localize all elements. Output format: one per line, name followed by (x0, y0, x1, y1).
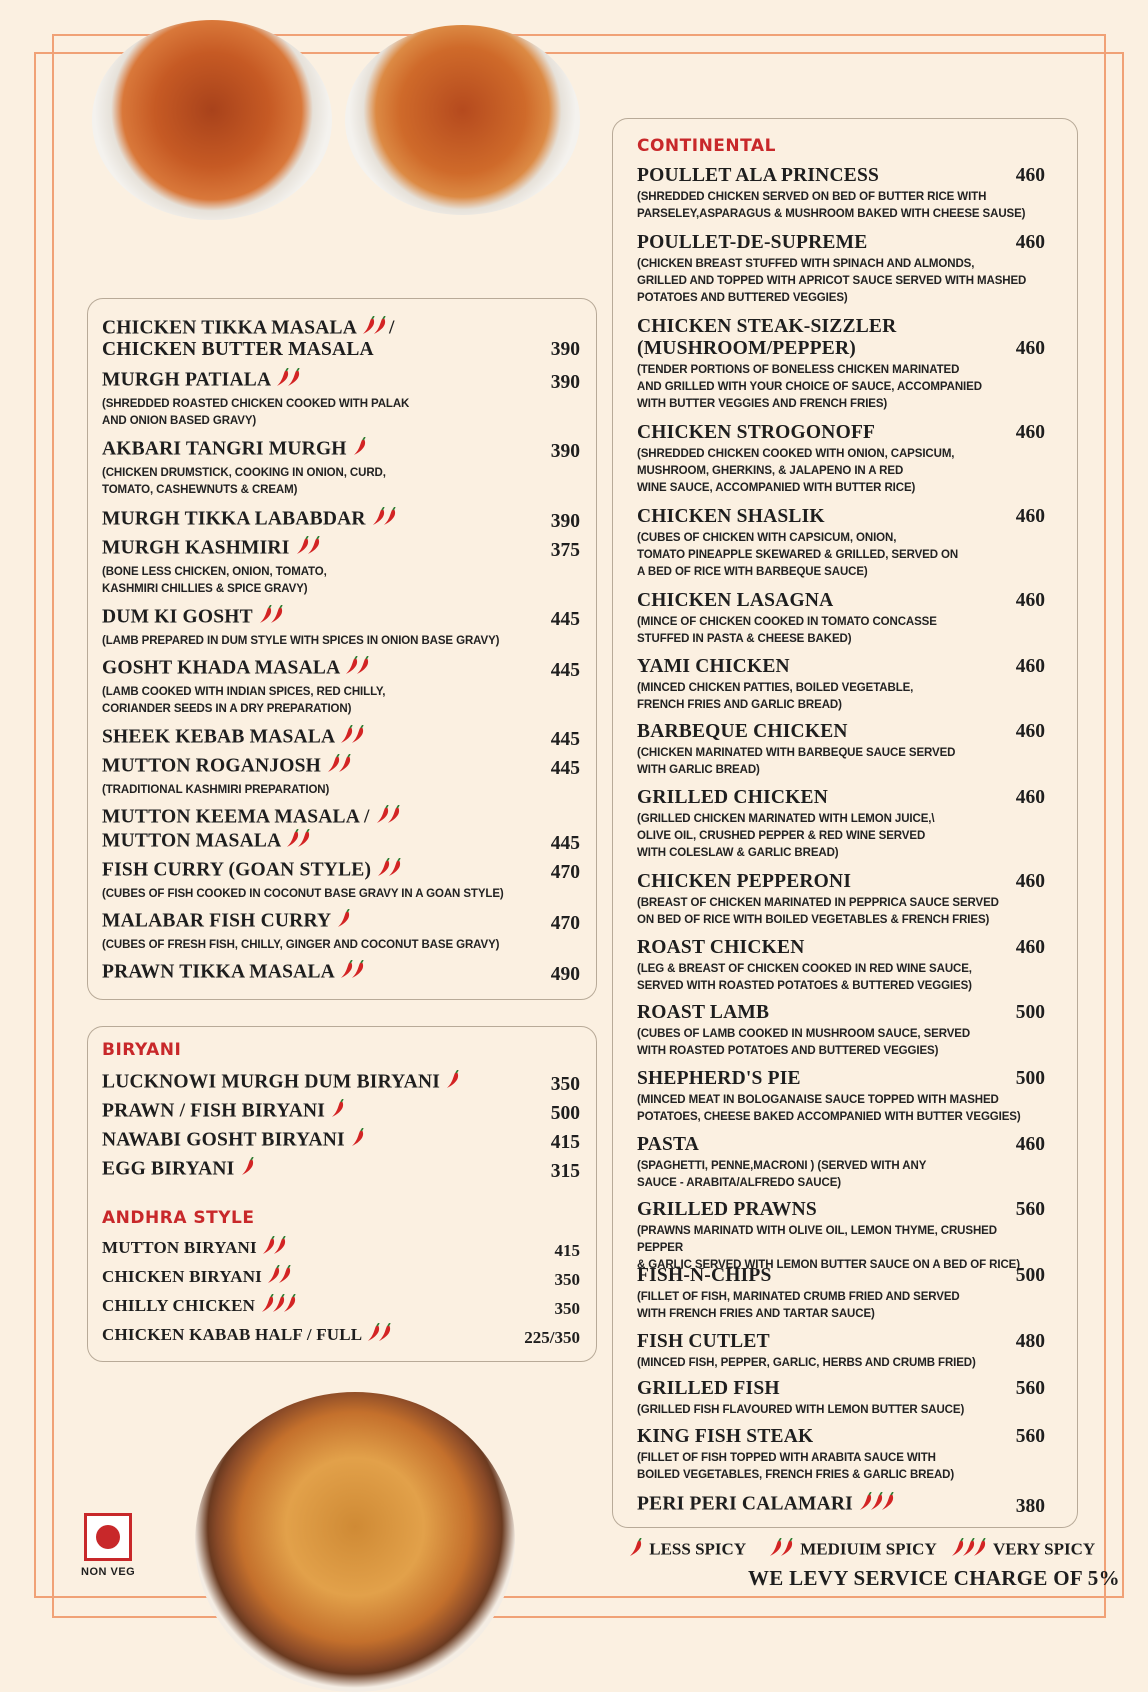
menu-item (637, 1199, 1045, 1274)
item-name: LUCKNOWI MURGH DUM BIRYANI (102, 1071, 441, 1093)
item-description (637, 1026, 1045, 1060)
non-veg-symbol-icon (84, 1513, 132, 1561)
chili-icon (858, 1492, 897, 1518)
menu-item (102, 909, 580, 954)
menu-item (102, 754, 580, 799)
item-name: AKBARI TANGRI MURGH (102, 438, 347, 460)
item-name: GRILLED FISH (637, 1378, 780, 1399)
item-name: PASTA (637, 1134, 700, 1155)
item-price: 225/350 (524, 1328, 580, 1347)
item-price: 445 (550, 833, 580, 854)
menu-item (637, 1426, 1045, 1484)
chili-icon (628, 1538, 645, 1563)
chili-icon (261, 1236, 289, 1262)
chili-icon (339, 725, 367, 751)
item-description-line: OLIVE OIL, CRUSHED PEPPER & RED WINE SERVED (637, 830, 926, 842)
item-price: 350 (554, 1299, 580, 1318)
item-price: 560 (1015, 1199, 1045, 1220)
item-description-line: AND GRILLED WITH YOUR CHOICE OF SAUCE, ACCOMPANIED (637, 381, 982, 393)
item-description-line: (MINCE OF CHICKEN COOKED IN TOMATO CONCASSE (637, 616, 937, 628)
menu-item (102, 1323, 580, 1349)
menu-item (637, 316, 1045, 413)
item-description (637, 961, 1045, 995)
item-description-line: BOILED VEGETABLES, FRENCH FRIES & GARLIC BREAD) (637, 1469, 955, 1481)
item-description (637, 256, 1045, 307)
item-description-line: (CUBES OF CHICKEN WITH CAPSICUM, ONION, (637, 532, 897, 544)
item-description-line: (MINCED MEAT IN BOLOGANAISE SAUCE TOPPED WITH MASHED (637, 1094, 999, 1106)
menu-item (102, 1099, 580, 1125)
item-description (637, 362, 1045, 413)
menu-item (637, 871, 1045, 929)
item-description (637, 614, 1045, 648)
chili-icon (275, 368, 303, 394)
menu-item (637, 1378, 1045, 1419)
item-name: MUTTON MASALA (102, 830, 281, 852)
item-description-line: SERVED WITH ROASTED POTATOES & BUTTERED VEGGIES) (637, 980, 972, 992)
item-description-line: (MINCED CHICKEN PATTIES, BOILED VEGETABLE, (637, 682, 914, 694)
item-price: 375 (550, 540, 580, 561)
item-description-line: KASHMIRI CHILLIES & SPICE GRAVY) (102, 583, 308, 595)
menu-item (102, 1265, 580, 1291)
item-description-line: WITH BUTTER VEGGIES AND FRENCH FRIES) (637, 398, 888, 410)
item-price: 445 (550, 758, 580, 779)
item-description-line: (MINCED FISH, PEPPER, GARLIC, HERBS AND CRUMB FRIED) (637, 1357, 976, 1369)
item-description-line: (LAMB COOKED WITH INDIAN SPICES, RED CHILLY, (102, 686, 386, 698)
menu-item (102, 1157, 580, 1183)
item-price: 470 (550, 862, 580, 883)
menu-item (102, 536, 580, 598)
item-price: 445 (550, 729, 580, 750)
item-name: DUM KI GOSHT (102, 606, 253, 628)
item-price: 560 (1015, 1426, 1045, 1447)
menu-item (637, 1265, 1045, 1323)
item-name: MALABAR FISH CURRY (102, 910, 331, 932)
item-price: 460 (1015, 590, 1045, 611)
menu-item (637, 937, 1045, 995)
item-price: 460 (1015, 787, 1045, 808)
item-description-line: A BED OF RICE WITH BARBEQUE SAUCE) (637, 566, 868, 578)
chili-icon (375, 805, 403, 831)
item-description-line: (SPAGHETTI, PENNE,MACRONI ) (SERVED WITH ANY (637, 1160, 927, 1172)
item-name: POULLET ALA PRINCESS (637, 165, 880, 186)
item-price: 415 (550, 1132, 580, 1153)
item-description (102, 396, 580, 430)
legend-less-spicy (628, 1538, 746, 1563)
chili-icon (326, 754, 354, 780)
chili-icon (336, 909, 353, 935)
biryani-heading: BIRYANI (102, 1040, 182, 1060)
item-description (637, 1355, 1045, 1372)
item-description (637, 680, 1045, 714)
item-description (637, 189, 1045, 223)
legend-medium-label: MEDIUIM SPICY (800, 1539, 937, 1559)
item-name-line2: (MUSHROOM/PEPPER) (637, 338, 856, 359)
item-description-line: POTATOES AND BUTTERED VEGGIES) (637, 292, 848, 304)
item-description-line: WITH COLESLAW & GARLIC BREAD) (637, 847, 839, 859)
service-charge-note: WE LEVY SERVICE CHARGE OF 5% (748, 1566, 1120, 1590)
item-description-line: (TENDER PORTIONS OF BONELESS CHICKEN MARINATED (637, 364, 960, 376)
item-description-line: PARSELEY,ASPARAGUS & MUSHROOM BAKED WITH CHEESE SAUSE) (637, 208, 1026, 220)
item-price: 350 (550, 1074, 580, 1095)
item-description-line: MUSHROOM, GHERKINS, & JALAPENO IN A RED (637, 465, 904, 477)
item-price: 500 (1015, 1068, 1045, 1089)
item-name: MURGH KASHMIRI (102, 537, 290, 559)
item-description-line: POTATOES, CHEESE BAKED ACCOMPANIED WITH BUTTER VEGGIES) (637, 1111, 1021, 1123)
item-price: 445 (550, 609, 580, 630)
item-description-line: (PRAWNS MARINATD WITH OLIVE OIL, LEMON THYME, CRUSHED PEPPER (637, 1225, 997, 1254)
item-name: MUTTON KEEMA MASALA / (102, 806, 370, 828)
item-name: SHEPHERD'S PIE (637, 1068, 801, 1089)
item-description (102, 684, 580, 718)
menu-item (102, 368, 580, 430)
item-name: POULLET-DE-SUPREME (637, 232, 868, 253)
item-price: 490 (550, 964, 580, 985)
menu-item (102, 1236, 580, 1262)
menu-item (102, 656, 580, 718)
item-name: GOSHT KHADA MASALA (102, 657, 340, 679)
item-description-line: WINE SAUCE, ACCOMPANIED WITH BUTTER RICE) (637, 482, 916, 494)
chili-icon (295, 536, 323, 562)
item-description-line: (CUBES OF FISH COOKED IN COCONUT BASE GRAVY IN A GOAN STYLE) (102, 888, 504, 900)
menu-item (102, 725, 580, 751)
item-name: CHICKEN LASAGNA (637, 590, 834, 611)
menu-item (637, 1331, 1045, 1372)
item-description-line: (SHREDDED CHICKEN SERVED ON BED OF BUTTER RICE WITH (637, 191, 987, 203)
item-description-line: (CUBES OF LAMB COOKED IN MUSHROOM SAUCE, SERVED (637, 1028, 971, 1040)
item-price: 500 (1015, 1265, 1045, 1286)
item-name: MURGH TIKKA LABABDAR (102, 508, 366, 530)
item-description (637, 1402, 1045, 1419)
item-price: 460 (1015, 721, 1045, 742)
item-price: 500 (1015, 1002, 1045, 1023)
chili-icon (260, 1294, 299, 1320)
item-price: 460 (1015, 422, 1045, 443)
item-description-line: STUFFED IN PASTA & CHEESE BAKED) (637, 633, 852, 645)
non-veg-label: NON VEG (81, 1566, 136, 1578)
item-description-line: FRENCH FRIES AND GARLIC BREAD) (637, 699, 842, 711)
item-description-line: (BREAST OF CHICKEN MARINATED IN PEPPRICA SAUCE SERVED (637, 897, 999, 909)
menu-item (637, 1134, 1045, 1192)
item-price: 460 (1015, 338, 1045, 359)
chili-icon (344, 656, 372, 682)
item-name: KING FISH STEAK (637, 1426, 814, 1447)
item-description (102, 886, 580, 903)
menu-item (102, 805, 580, 831)
menu-item (637, 1002, 1045, 1060)
item-description-line: (GRILLED FISH FLAVOURED WITH LEMON BUTTER SAUCE) (637, 1404, 965, 1416)
item-price: 390 (550, 441, 580, 462)
menu-item (637, 1068, 1045, 1126)
item-description-line: (CUBES OF FRESH FISH, CHILLY, GINGER AND COCONUT BASE GRAVY) (102, 939, 500, 951)
chili-icon (768, 1538, 796, 1563)
item-description (637, 1289, 1045, 1323)
item-description-line: (TRADITIONAL KASHMIRI PREPARATION) (102, 784, 330, 796)
item-name: ROAST LAMB (637, 1002, 770, 1023)
chili-icon (371, 507, 399, 533)
chili-icon (240, 1157, 257, 1183)
item-description-line: (LAMB PREPARED IN DUM STYLE WITH SPICES IN ONION BASE GRAVY) (102, 635, 500, 647)
chili-icon (330, 1099, 347, 1125)
menu-item (102, 1294, 580, 1320)
item-description-line: (FILLET OF FISH, MARINATED CRUMB FRIED AND SERVED (637, 1291, 960, 1303)
item-description (102, 782, 580, 799)
item-name: MUTTON ROGANJOSH (102, 755, 321, 777)
item-name: GRILLED PRAWNS (637, 1199, 817, 1220)
menu-item (637, 590, 1045, 648)
item-name: PRAWN TIKKA MASALA (102, 961, 334, 983)
menu-item (102, 1070, 580, 1096)
menu-item (102, 960, 580, 986)
item-description (102, 633, 580, 650)
menu-item (637, 506, 1045, 581)
item-description (637, 895, 1045, 929)
item-name: YAMI CHICKEN (637, 656, 790, 677)
menu-item (637, 1492, 1045, 1518)
chili-icon (350, 1128, 367, 1154)
item-description (637, 1450, 1045, 1484)
item-description-line: (SHREDDED ROASTED CHICKEN COOKED WITH PALAK (102, 398, 410, 410)
item-name: MURGH PATIALA (102, 369, 271, 391)
item-price: 470 (550, 913, 580, 934)
item-name: CHICKEN PEPPERONI (637, 871, 852, 892)
legend-less-label: LESS SPICY (649, 1539, 747, 1559)
item-name: GRILLED CHICKEN (637, 787, 828, 808)
menu-item (102, 829, 580, 855)
item-name: CHICKEN BIRYANI (102, 1266, 263, 1286)
menu-item (637, 422, 1045, 497)
item-name: CHICKEN KABAB HALF / FULL (102, 1324, 362, 1344)
item-description (637, 446, 1045, 497)
item-price: 445 (550, 660, 580, 681)
chili-icon (376, 858, 404, 884)
item-price: 460 (1015, 165, 1045, 186)
item-description (637, 811, 1045, 862)
chili-icon (950, 1538, 989, 1563)
item-description-line: WITH ROASTED POTATOES AND BUTTERED VEGGIES) (637, 1045, 939, 1057)
item-name: FISH CUTLET (637, 1331, 770, 1352)
item-price: 315 (550, 1161, 580, 1182)
item-description (637, 745, 1045, 779)
item-name: SHEEK KEBAB MASALA (102, 726, 335, 748)
item-name: MUTTON BIRYANI (102, 1237, 257, 1257)
item-description (637, 530, 1045, 581)
item-price: 390 (550, 339, 580, 360)
chili-icon (445, 1070, 462, 1096)
item-name: BARBEQUE CHICKEN (637, 721, 848, 742)
chicken-curry-bowl-image (92, 20, 332, 220)
item-price: 350 (554, 1270, 580, 1289)
item-description-line: (CHICKEN MARINATED WITH BARBEQUE SAUCE SERVED (637, 747, 956, 759)
item-description-line: ON BED OF RICE WITH BOILED VEGETABLES & FRENCH FRIES) (637, 914, 990, 926)
item-price: 500 (550, 1103, 580, 1124)
item-description-line: (CHICKEN DRUMSTICK, COOKING IN ONION, CURD, (102, 467, 386, 479)
andhra-heading: ANDHRA STYLE (102, 1208, 255, 1228)
item-description (637, 1158, 1045, 1192)
item-name: CHICKEN STEAK-SIZZLER (637, 316, 897, 337)
item-description-line: (SHREDDED CHICKEN COOKED WITH ONION, CAPSICUM, (637, 448, 955, 460)
legend-very-spicy (950, 1538, 1095, 1563)
item-name: ROAST CHICKEN (637, 937, 805, 958)
item-description-line: (FILLET OF FISH TOPPED WITH ARABITA SAUCE WITH (637, 1452, 936, 1464)
item-price: 460 (1015, 871, 1045, 892)
item-name: NAWABI GOSHT BIRYANI (102, 1129, 345, 1151)
item-name: EGG BIRYANI (102, 1158, 235, 1180)
continental-heading: CONTINENTAL (637, 136, 776, 156)
item-price: 380 (1015, 1496, 1045, 1517)
menu-item (637, 165, 1045, 223)
item-description-line: GRILLED AND TOPPED WITH APRICOT SAUCE SERVED WITH MASHED (637, 275, 1027, 287)
item-price: 480 (1015, 1331, 1045, 1352)
item-name-suffix: / (389, 317, 395, 339)
item-description-line: WITH GARLIC BREAD) (637, 764, 760, 776)
item-description (102, 564, 580, 598)
menu-item (102, 437, 580, 499)
item-description (102, 465, 580, 499)
chili-icon (266, 1265, 294, 1291)
item-name: FISH-N-CHIPS (637, 1265, 772, 1286)
item-description-line: (BONE LESS CHICKEN, ONION, TOMATO, (102, 566, 327, 578)
item-description (637, 1092, 1045, 1126)
item-description-line: & GARLIC SERVED WITH LEMON BUTTER SAUCE ON A BED OF RICE) (637, 1259, 1020, 1271)
legend-very-label: VERY SPICY (992, 1539, 1096, 1559)
menu-item (637, 721, 1045, 779)
chili-icon (352, 437, 369, 463)
menu-item (102, 605, 580, 650)
item-description-line: CORIANDER SEEDS IN A DRY PREPARATION) (102, 703, 352, 715)
item-price: 415 (554, 1241, 580, 1260)
item-description-line: WITH FRENCH FRIES AND TARTAR SAUCE) (637, 1308, 875, 1320)
item-name: CHICKEN SHASLIK (637, 506, 825, 527)
item-description (102, 937, 580, 954)
item-description-line: TOMATO PINEAPPLE SKEWARED & GRILLED, SERVED ON (637, 549, 959, 561)
item-name: CHILLY CHICKEN (102, 1295, 256, 1315)
chicken-masala-bowl-image (345, 25, 580, 215)
item-description-line: (GRILLED CHICKEN MARINATED WITH LEMON JUICE,\ (637, 813, 935, 825)
item-price: 390 (550, 372, 580, 393)
item-name: FISH CURRY (GOAN STYLE) (102, 859, 372, 881)
menu-item (102, 1128, 580, 1154)
biryani-plate-image (195, 1392, 515, 1692)
item-description-line: TOMATO, CASHEWNUTS & CREAM) (102, 484, 298, 496)
item-name: PERI PERI CALAMARI (637, 1493, 853, 1515)
item-description-line: SAUCE - ARABITA/ALFREDO SAUCE) (637, 1177, 841, 1189)
chili-icon (339, 960, 367, 986)
item-price: 560 (1015, 1378, 1045, 1399)
item-name: CHICKEN BUTTER MASALA (102, 339, 374, 360)
item-price: 390 (550, 511, 580, 532)
item-name: PRAWN / FISH BIRYANI (102, 1100, 326, 1122)
item-price: 460 (1015, 506, 1045, 527)
item-description-line: (CHICKEN BREAST STUFFED WITH SPINACH AND ALMONDS, (637, 258, 975, 270)
item-description-line: (LEG & BREAST OF CHICKEN COOKED IN RED WINE SAUCE, (637, 963, 972, 975)
item-name: CHICKEN STROGONOFF (637, 422, 876, 443)
item-price: 460 (1015, 1134, 1045, 1155)
menu-item (637, 656, 1045, 714)
menu-item (637, 787, 1045, 862)
item-price: 460 (1015, 656, 1045, 677)
item-price: 460 (1015, 937, 1045, 958)
chili-icon (258, 605, 286, 631)
menu-item (102, 507, 580, 533)
menu-item (102, 858, 580, 903)
item-name: CHICKEN TIKKA MASALA (102, 317, 356, 339)
chili-icon (285, 829, 313, 855)
menu-item (102, 339, 580, 361)
legend-medium-spicy (768, 1538, 937, 1563)
chili-icon (366, 1323, 394, 1349)
menu-item (637, 232, 1045, 307)
item-description-line: AND ONION BASED GRAVY) (102, 415, 257, 427)
item-price: 460 (1015, 232, 1045, 253)
